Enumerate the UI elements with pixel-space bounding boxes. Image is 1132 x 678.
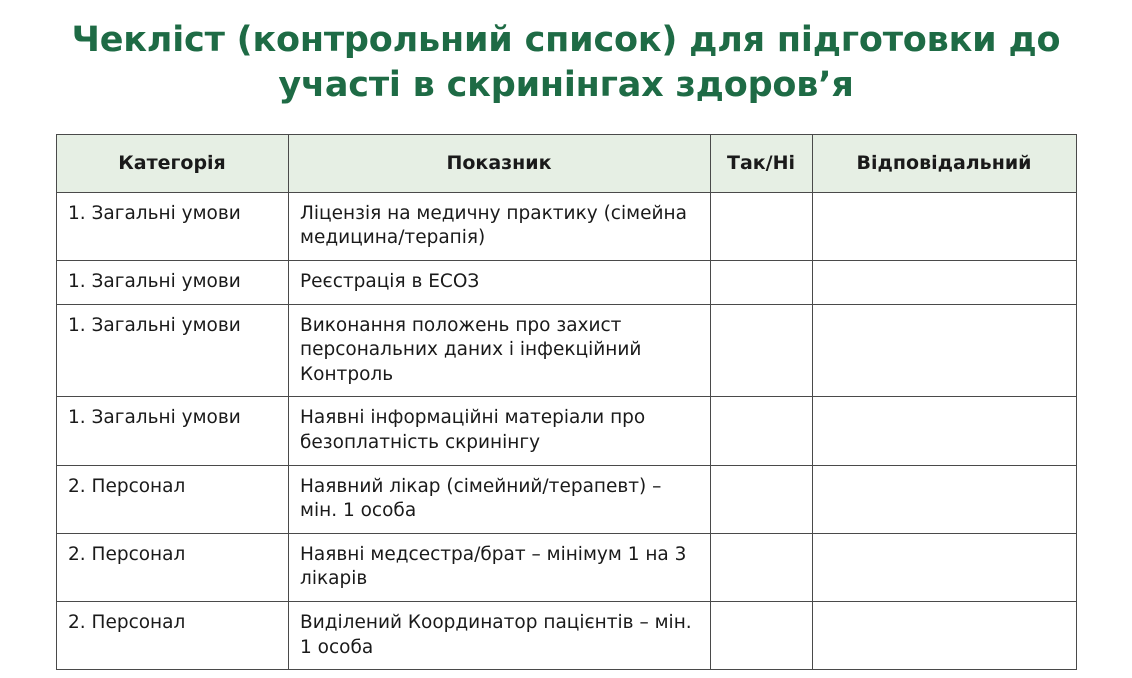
cell-responsible[interactable] (813, 533, 1077, 601)
cell-responsible[interactable] (813, 465, 1077, 533)
column-header-yesno: Так/Ні (711, 134, 813, 192)
cell-responsible[interactable] (813, 192, 1077, 260)
cell-indicator: Наявні медсестра/брат – мінімум 1 на 3 лікарів (289, 533, 711, 601)
cell-category: 2. Персонал (57, 601, 289, 669)
cell-category: 1. Загальні умови (57, 261, 289, 305)
table-row (57, 397, 1077, 465)
column-header-responsible: Відповідальний (813, 134, 1077, 192)
cell-responsible[interactable] (813, 261, 1077, 305)
cell-responsible[interactable] (813, 601, 1077, 669)
cell-responsible[interactable] (813, 397, 1077, 465)
cell-yesno[interactable] (711, 465, 813, 533)
page-title: Чекліст (контрольний список) для підготовки до участі в скринінгах здоров’я (71, 20, 1061, 105)
cell-indicator: Виконання положень про захист персональних даних і інфекційний Контроль (289, 304, 711, 397)
cell-category: 1. Загальні умови (57, 397, 289, 465)
column-header-indicator: Показник (289, 134, 711, 192)
cell-category: 1. Загальні умови (57, 192, 289, 260)
table-row (57, 304, 1077, 397)
cell-indicator: Виділений Координатор пацієнтів – мін. 1 особа (289, 601, 711, 669)
table-row (57, 465, 1077, 533)
cell-responsible[interactable] (813, 304, 1077, 397)
cell-yesno[interactable] (711, 397, 813, 465)
cell-yesno[interactable] (711, 304, 813, 397)
cell-category: 2. Персонал (57, 465, 289, 533)
column-header-category: Категорія (57, 134, 289, 192)
cell-yesno[interactable] (711, 261, 813, 305)
cell-category: 1. Загальні умови (57, 304, 289, 397)
checklist-table-container (56, 134, 1076, 671)
table-row (57, 192, 1077, 260)
table-row (57, 261, 1077, 305)
checklist-table (56, 134, 1077, 671)
cell-indicator: Ліцензія на медичну практику (сімейна медицина/терапія) (289, 192, 711, 260)
cell-category: 2. Персонал (57, 533, 289, 601)
table-header-row (57, 134, 1077, 192)
table-row (57, 601, 1077, 669)
cell-yesno[interactable] (711, 533, 813, 601)
table-body (57, 192, 1077, 669)
table-header (57, 134, 1077, 192)
cell-indicator: Наявні інформаційні матеріали про безоплатність скринінгу (289, 397, 711, 465)
cell-indicator: Наявний лікар (сімейний/терапевт) – мін. 1 особа (289, 465, 711, 533)
table-row (57, 533, 1077, 601)
cell-indicator: Реєстрація в ЕСОЗ (289, 261, 711, 305)
cell-yesno[interactable] (711, 601, 813, 669)
cell-yesno[interactable] (711, 192, 813, 260)
